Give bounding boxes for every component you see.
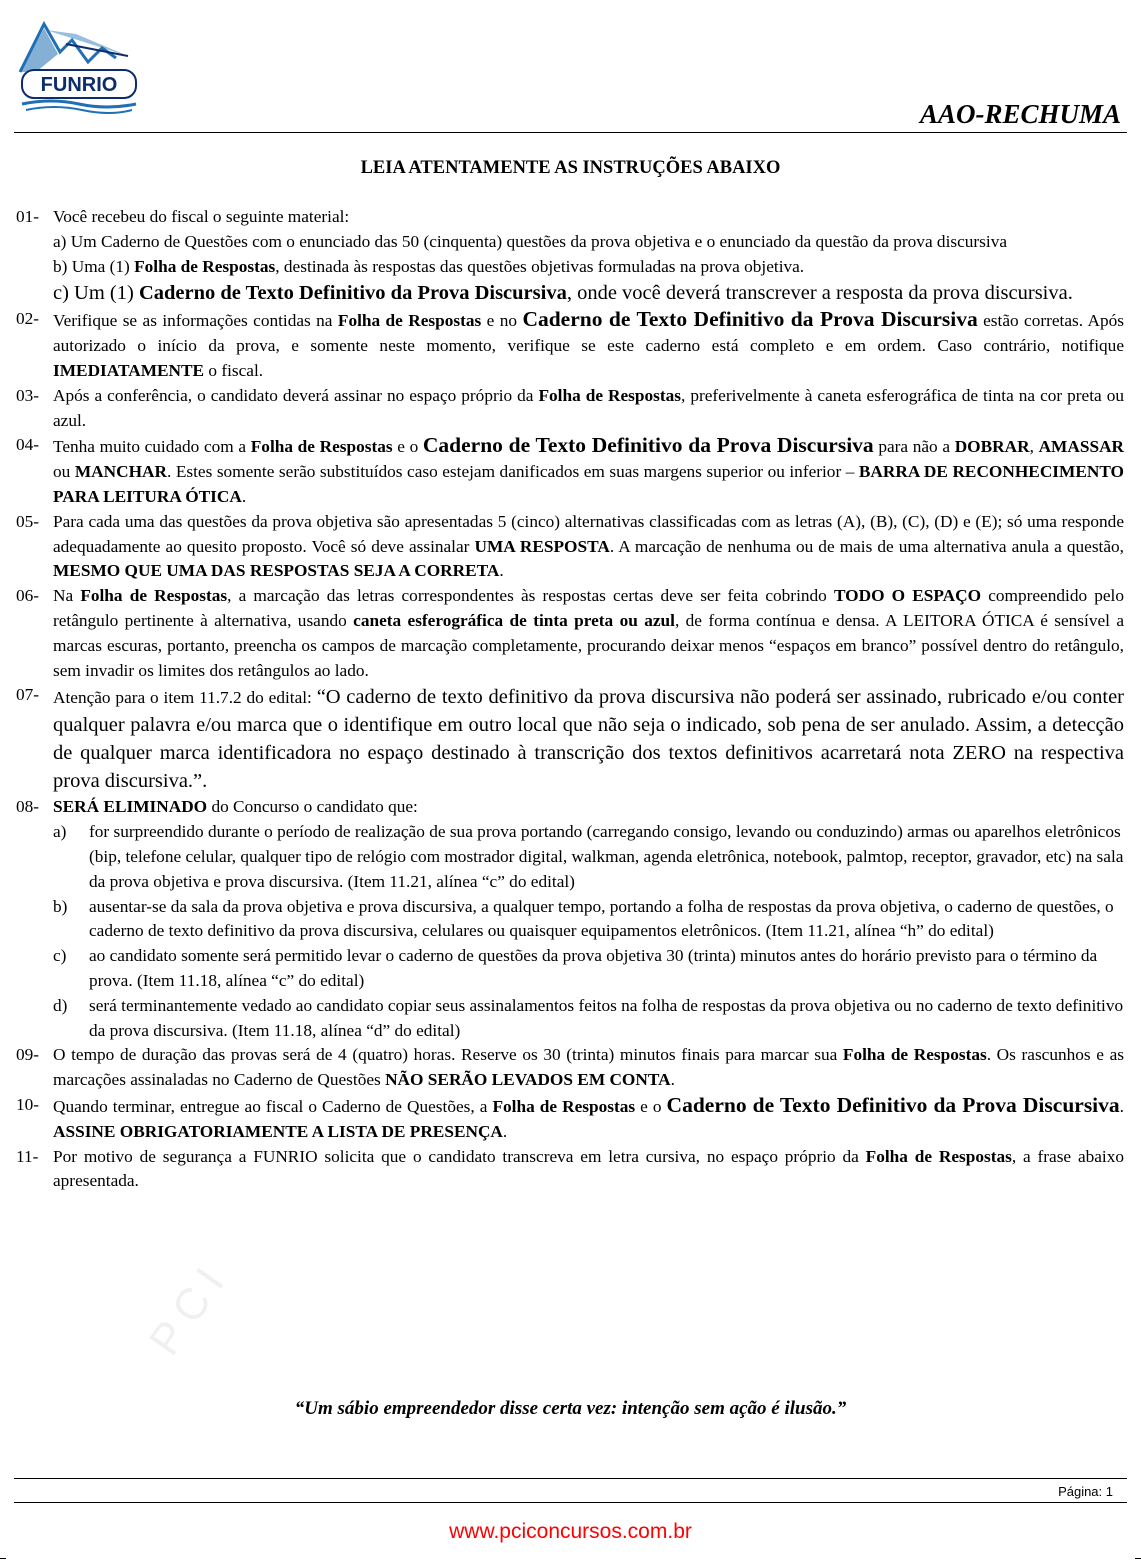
instruction-03: 03- Após a conferência, o candidato deverá assinar no espaço próprio da Folha de Respostas, preferivelmente à caneta esferográfica de tinta na cor preta ou azul.	[16, 385, 1124, 430]
elimination-item-a: a) for surpreendido durante o período de realização de sua prova portando (carregando consigo, levando ou conduzindo) armas ou aparelhos eletrônicos (bip, telefone celular, qualquer tipo de relógio com mostrador digital, walkman, agenda eletrônica, notebook, palmtop, receptor, gravador, etc) na sala da prova objetiva e prova discursiva. (Item 11.21, alínea “c” do edital)	[53, 822, 1124, 891]
instruction-01-b: b) Uma (1) Folha de Respostas, destinada às respostas das questões objetivas formuladas na prova objetiva.	[53, 256, 805, 276]
logo-graphic	[16, 14, 142, 114]
crop-mark-right	[1135, 1558, 1141, 1559]
motto-phrase: “Um sábio empreendedor disse certa vez: intenção sem ação é ilusão.”	[294, 1398, 847, 1419]
instruction-09: 09- O tempo de duração das provas será de 4 (quatro) horas. Reserve os 30 (trinta) minutos finais para marcar sua Folha de Respostas. Os rascunhos e as marcações assinaladas no Caderno de Questões NÃO SERÃO LEVADOS EM CONTA.	[16, 1045, 1124, 1090]
watermark: PCI	[140, 1251, 240, 1365]
footer-rule-bottom	[14, 1502, 1127, 1503]
instruction-11: 11- Por motivo de segurança a FUNRIO solicita que o candidato transcreva em letra cursiva, no espaço próprio da Folha de Respostas, a frase abaixo apresentada.	[16, 1146, 1125, 1191]
footer-link[interactable]: www.pciconcursos.com.br	[449, 1520, 692, 1543]
instruction-08: 08- SERÁ ELIMINADO do Concurso o candidato que:	[16, 797, 418, 817]
instructions-list	[16, 205, 1124, 1194]
elimination-item-b: b) ausentar-se da sala da prova objetiva e prova discursiva, a qualquer tempo, portando a folha de respostas da prova objetiva, o caderno de questões, o caderno de texto definitivo da prova discursiva, celulares ou quaisquer equipamentos eletrônicos. (Item 11.21, alínea “h” do edital)	[53, 896, 1114, 941]
footer-rule-top	[14, 1478, 1127, 1479]
instruction-07: 07- Atenção para o item 11.7.2 do edital: “O caderno de texto definitivo da prova discursiva não poderá ser assinado, rubricado e/ou conter qualquer palavra e/ou marca que o identifique em outro local que não seja o indicado, sob pena de ser anulado. Assim, a detecção de qualquer marca identificadora no espaço destinado à transcrição dos textos definitivos acarretará nota ZERO na respectiva prova discursiva.”.	[16, 685, 1125, 793]
funrio-logo	[16, 14, 142, 114]
instruction-01-a: a) Um Caderno de Questões com o enunciado das 50 (cinquenta) questões da prova objetiva e o enunciado da questão da prova discursiva	[53, 231, 1008, 251]
header-rule	[14, 132, 1127, 133]
instruction-06: 06- Na Folha de Respostas, a marcação das letras correspondentes às respostas certas deve ser feita cobrindo TODO O ESPAÇO compreendido pelo retângulo pertinente à alternativa, usando caneta esferográfica de tinta preta ou azul, de forma contínua e densa. A LEITORA ÓTICA é sensível a marcas escuras, portanto, preencha os campos de marcação completamente, procurando deixar menos “espaços em branco” possível dentro do retângulo, sem invadir os limites dos retângulos ao lado.	[16, 586, 1124, 680]
instruction-01	[16, 205, 1124, 230]
instruction-02: 02- Verifique se as informações contidas na Folha de Respostas e no Caderno de Texto Definitivo da Prova Discursiva estão corretas. Após autorizado o início da prova, e somente neste momento, verifique se este caderno está completo e em ordem. Caso contrário, notifique IMEDIATAMENTE o fiscal.	[16, 307, 1125, 380]
instruction-04: 04- Tenha muito cuidado com a Folha de Respostas e o Caderno de Texto Definitivo da Prova Discursiva para não a DOBRAR, AMASSAR ou MANCHAR. Estes somente serão substituídos caso estejam danificados em suas margens superior ou inferior – BARRA DE RECONHECIMENTO PARA LEITURA ÓTICA.	[16, 433, 1125, 506]
crop-mark-left	[0, 1558, 6, 1559]
page-title: LEIA ATENTAMENTE AS INSTRUÇÕES ABAIXO	[360, 158, 781, 178]
exam-code: AAO-RECHUMA	[919, 99, 1121, 129]
instruction-01-c: c) Um (1) Caderno de Texto Definitivo da Prova Discursiva, onde você deverá transcrever a resposta da prova discursiva.	[53, 282, 1073, 305]
instruction-10: 10- Quando terminar, entregue ao fiscal o Caderno de Questões, a Folha de Respostas e o Caderno de Texto Definitivo da Prova Discursiva. ASSINE OBRIGATORIAMENTE A LISTA DE PRESENÇA.	[16, 1092, 1124, 1141]
instruction-number: 01-	[16, 207, 40, 226]
elimination-item-c: c) ao candidato somente será permitido levar o caderno de questões da prova objetiva 30 (trinta) minutos antes do horário previsto para o término da prova. (Item 11.18, alínea “c” do edital)	[53, 946, 1098, 990]
elimination-item-d: d) será terminantemente vedado ao candidato copiar seus assinalamentos feitos na folha de respostas da prova objetiva ou no caderno de texto definitivo da prova discursiva. (Item 11.18, alínea “d” do edital)	[53, 995, 1124, 1040]
page-number: Página: 1	[1058, 1484, 1113, 1499]
instruction-05: 05- Para cada uma das questões da prova objetiva são apresentadas 5 (cinco) alternativas classificadas com as letras (A), (B), (C), (D) e (E); só uma responde adequadamente ao quesito proposto. Você só deve assinalar UMA RESPOSTA. A marcação de nenhuma ou de mais de uma alternativa anula a questão, MESMO QUE UMA DAS RESPOSTAS SEJA A CORRETA.	[16, 511, 1124, 581]
logo-text: FUNRIO	[40, 74, 118, 96]
instruction-text: Você recebeu do fiscal o seguinte material:	[53, 207, 350, 226]
